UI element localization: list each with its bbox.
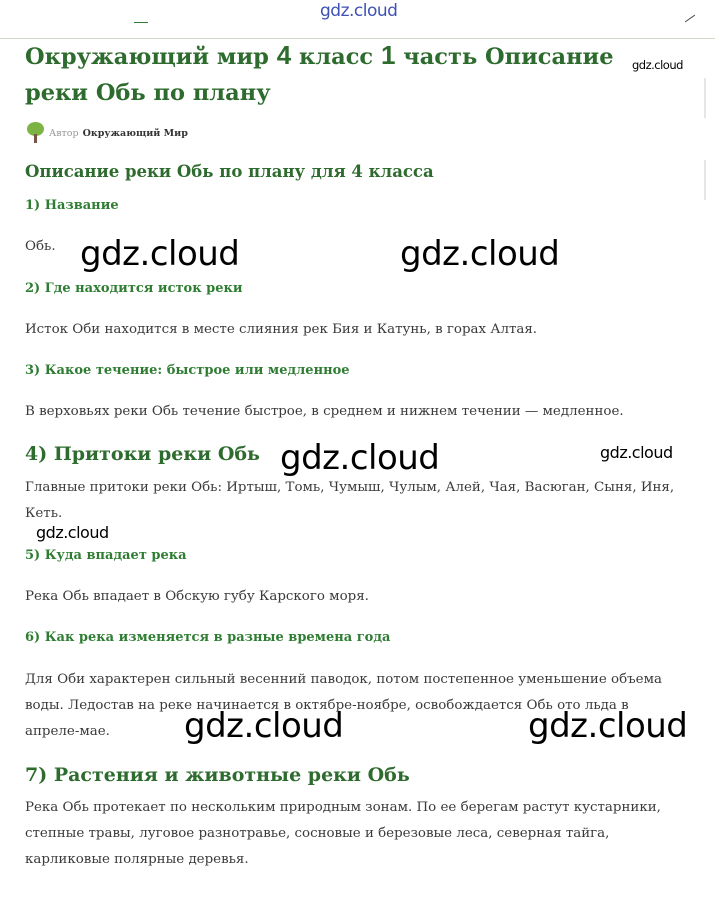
tree-icon (25, 122, 45, 144)
section-text: Для Оби характерен сильный весенний паводок, потом постепенное уменьшение объема воды. Ледостав на реке начинается в октябре-ноябре, освобождается Обь ото льда в апреле-мае. (25, 672, 663, 739)
section-heading: 5) Куда впадает река (25, 548, 187, 563)
section-text: Обь. (25, 239, 56, 254)
author-link[interactable]: Окружающий Мир (82, 127, 188, 139)
section-text: Река Обь впадает в Обскую губу Карского моря. (25, 589, 369, 604)
section-heading: 7) Растения и животные реки Обь (25, 764, 410, 786)
watermark: gdz.cloud (400, 234, 560, 274)
watermark: gdz.cloud (600, 443, 673, 462)
section-heading: 2) Где находится исток реки (25, 281, 243, 296)
watermark: gdz.cloud (632, 58, 683, 72)
sidebar-edge (704, 160, 706, 200)
watermark: gdz.cloud (184, 706, 344, 746)
section-heading: 3) Какое течение: быстрое или медленное (25, 363, 350, 378)
sidebar-edge (704, 78, 706, 118)
article-subtitle: Описание реки Обь по плану для 4 класса (25, 162, 434, 181)
section-text: В верховьях реки Обь течение быстрое, в среднем и нижнем течении — медленное. (25, 404, 624, 419)
section-text: Главные притоки реки Обь: Иртыш, Томь, Чумыш, Чулым, Алей, Чая, Васюган, Сыня, Иня, Кеть. (25, 480, 675, 521)
section-heading: 6) Как река изменяется в разные времена года (25, 630, 391, 645)
watermark: gdz.cloud (528, 706, 688, 746)
menu-dash (134, 22, 148, 23)
page-title: Окружающий мир 4 класс 1 часть Описание реки Обь по плану (25, 40, 614, 106)
section-text: Исток Оби находится в месте слияния рек Бия и Катунь, в горах Алтая. (25, 322, 538, 337)
author-label: Автор (49, 127, 79, 139)
watermark: gdz.cloud (36, 523, 109, 542)
section-text: Река Обь протекает по нескольким природным зонам. По ее берегам растут кустарники, степные травы, луговое разнотравье, сосновые и березовые леса, северная тайга, карликовые полярные деревья. (25, 800, 661, 867)
watermark: gdz.cloud (80, 234, 240, 274)
section-heading: 4) Притоки реки Обь (25, 443, 260, 465)
header-watermark: gdz.cloud (320, 1, 398, 21)
watermark: gdz.cloud (280, 438, 440, 478)
author-meta (25, 122, 188, 144)
section-heading: 1) Название (25, 198, 119, 213)
